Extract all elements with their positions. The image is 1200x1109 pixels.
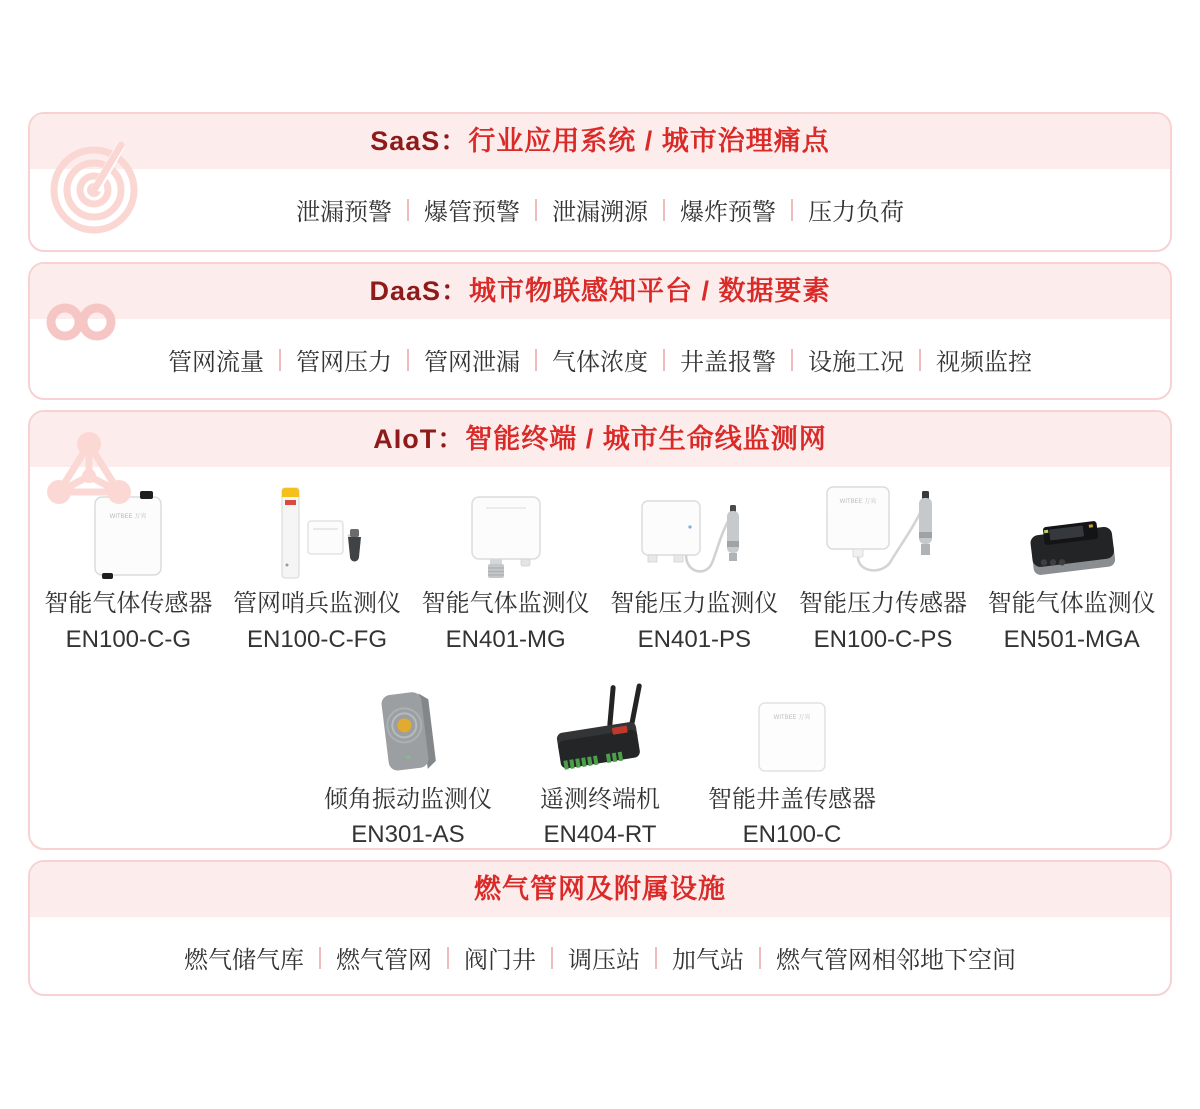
daas-title-text: 城市物联感知平台 / 数据要素	[469, 276, 831, 306]
pipeline-sentinel-device-icon	[262, 485, 372, 581]
item-separator	[535, 199, 537, 221]
product-model: EN301-AS	[351, 821, 465, 849]
gas-monitor-mg-device-icon	[464, 493, 548, 581]
feature-item: 设施工况	[808, 349, 904, 376]
gas-sensor-device-icon	[90, 489, 166, 581]
product-gas-monitor-mga	[977, 483, 1166, 655]
aiot-products-row2	[30, 655, 1170, 850]
product-gas-sensor	[34, 483, 223, 655]
feature-item: 爆管预警	[424, 199, 520, 226]
feature-item: 管网流量	[168, 349, 264, 376]
product-pressure-monitor	[600, 483, 789, 655]
gas-monitor-mg-image	[464, 483, 548, 581]
item-separator	[407, 199, 409, 221]
feature-item: 阀门井	[464, 947, 536, 974]
gas-network-body	[30, 917, 1170, 996]
product-name: 倾角振动监测仪	[324, 785, 492, 813]
feature-item: 管网泄漏	[424, 349, 520, 376]
saas-title-text: 行业应用系统 / 城市治理痛点	[468, 126, 830, 156]
aiot-title	[373, 426, 827, 453]
product-model: EN100-C-PS	[813, 625, 953, 653]
svg-text:WITBEE 万宾: WITBEE 万宾	[773, 714, 811, 721]
saas-title	[370, 128, 830, 155]
saas-feature-list	[296, 192, 904, 227]
item-separator	[791, 199, 793, 221]
product-name: 智能气体传感器	[44, 590, 213, 617]
gas-network-feature-list	[184, 940, 1016, 975]
feature-item: 管网压力	[296, 349, 392, 376]
saas-body	[30, 169, 1170, 250]
item-separator	[655, 947, 657, 969]
saas-card	[28, 112, 1172, 252]
item-separator	[919, 349, 921, 371]
item-separator	[279, 349, 281, 371]
item-separator	[663, 349, 665, 371]
product-name: 遥测终端机	[540, 785, 660, 813]
feature-item: 调压站	[568, 947, 640, 974]
product-model: EN401-MG	[445, 625, 566, 653]
aiot-title-text: 智能终端 / 城市生命线监测网	[465, 424, 827, 454]
product-tilt-vibration	[312, 679, 504, 850]
svg-text:WITBEE 万宾: WITBEE 万宾	[109, 514, 147, 520]
product-pressure-sensor	[789, 483, 978, 655]
feature-item: 压力负荷	[808, 199, 904, 226]
item-separator	[663, 199, 665, 221]
item-separator	[319, 947, 321, 969]
tilt-vibration-device-icon	[373, 685, 443, 777]
pressure-monitor-image	[638, 483, 750, 581]
product-remote-terminal	[504, 679, 696, 850]
product-name: 智能压力传感器	[799, 590, 968, 617]
product-name: 智能气体监测仪	[421, 590, 590, 617]
product-name: 智能压力监测仪	[610, 590, 779, 617]
daas-title	[369, 278, 830, 305]
product-model: EN100-C-FG	[246, 625, 388, 653]
daas-header-band	[30, 264, 1170, 319]
product-manhole-sensor	[696, 679, 888, 850]
manhole-sensor-image	[753, 679, 831, 777]
daas-title-prefix: DaaS：	[369, 276, 470, 306]
pressure-sensor-image	[823, 483, 943, 581]
feature-item: 燃气储气库	[184, 947, 304, 974]
product-name: 智能井盖传感器	[708, 785, 876, 813]
aiot-products-row1	[30, 467, 1170, 655]
feature-item: 气体浓度	[552, 349, 648, 376]
manhole-sensor-device-icon	[753, 699, 831, 777]
remote-terminal-device-icon	[545, 683, 655, 777]
gas-sensor-image	[90, 483, 166, 581]
daas-card	[28, 262, 1172, 400]
product-model: EN100-C	[742, 821, 842, 849]
gas-network-title-text: 燃气管网及附属设施	[474, 874, 726, 904]
feature-item: 爆炸预警	[680, 199, 776, 226]
pressure-sensor-device-icon	[823, 485, 943, 581]
item-separator	[551, 947, 553, 969]
gas-network-title	[474, 876, 726, 903]
daas-feature-list	[168, 342, 1032, 377]
feature-item: 燃气管网	[336, 947, 432, 974]
aiot-card	[28, 410, 1172, 850]
gas-monitor-mga-image	[1020, 483, 1124, 581]
daas-body	[30, 319, 1170, 400]
product-model: EN100-C-G	[65, 625, 192, 653]
product-gas-monitor-mg	[411, 483, 600, 655]
product-name: 管网哨兵监测仪	[233, 590, 401, 617]
feature-item: 泄漏溯源	[552, 199, 648, 226]
product-pipeline-sentinel	[223, 483, 412, 655]
saas-header-band	[30, 114, 1170, 169]
pipeline-sentinel-image	[262, 483, 372, 581]
product-model: EN404-RT	[543, 821, 657, 849]
aiot-header-band	[30, 412, 1170, 467]
pressure-monitor-device-icon	[638, 497, 750, 581]
item-separator	[759, 947, 761, 969]
item-separator	[447, 947, 449, 969]
remote-terminal-image	[545, 679, 655, 777]
product-name: 智能气体监测仪	[987, 590, 1156, 617]
gas-network-header-band	[30, 862, 1170, 917]
gas-network-card	[28, 860, 1172, 996]
svg-text:WITBEE 万宾: WITBEE 万宾	[839, 499, 877, 505]
tilt-vibration-image	[373, 679, 443, 777]
feature-item: 燃气管网相邻地下空间	[776, 947, 1016, 974]
feature-item: 加气站	[672, 947, 744, 974]
item-separator	[791, 349, 793, 371]
product-model: EN401-PS	[637, 625, 752, 653]
feature-item: 泄漏预警	[296, 199, 392, 226]
item-separator	[535, 349, 537, 371]
product-model: EN501-MGA	[1003, 625, 1140, 653]
aiot-title-prefix: AIoT：	[373, 424, 466, 454]
saas-title-prefix: SaaS：	[370, 126, 469, 156]
gas-monitor-mga-device-icon	[1020, 515, 1124, 581]
feature-item: 井盖报警	[680, 349, 776, 376]
item-separator	[407, 349, 409, 371]
feature-item: 视频监控	[936, 349, 1032, 376]
